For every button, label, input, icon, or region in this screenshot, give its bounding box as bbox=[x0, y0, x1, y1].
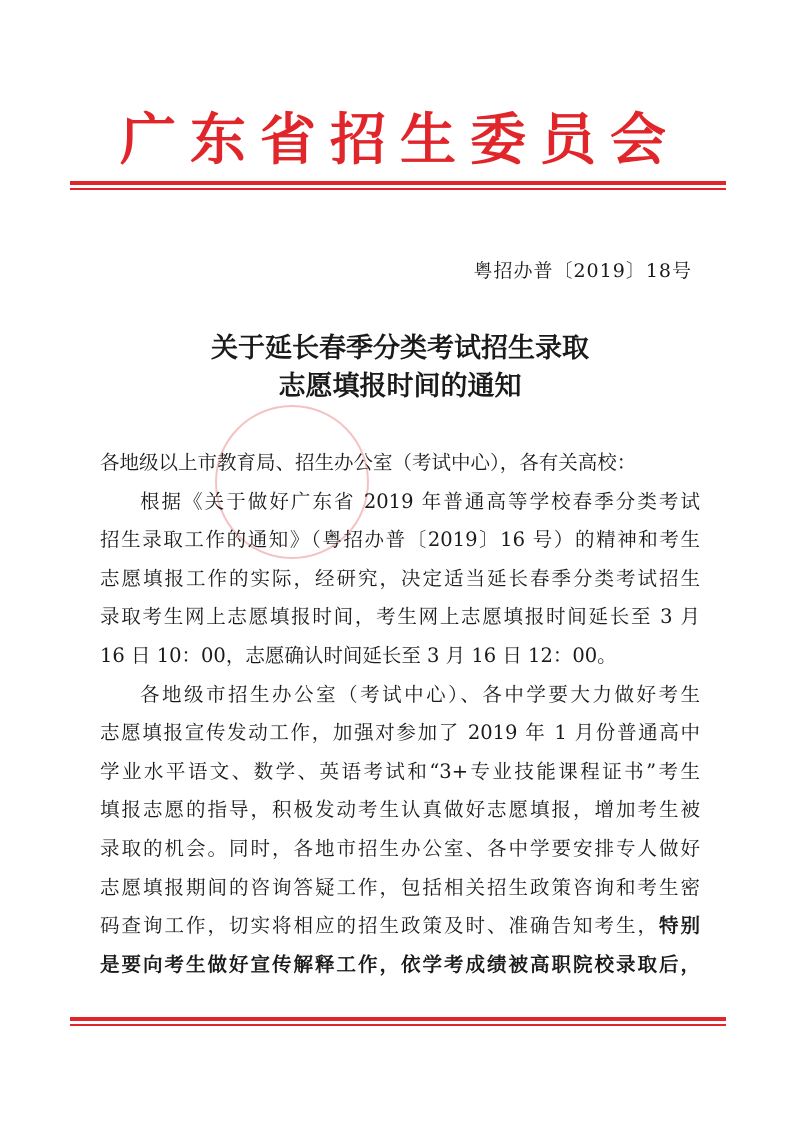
body-line: 招生录取工作的通知》（粤招办普〔2019〕16 号）的精神和考生 bbox=[100, 528, 700, 552]
body-line: 志愿填报工作的实际，经研究，决定适当延长春季分类考试招生 bbox=[100, 566, 700, 590]
document-title bbox=[100, 330, 700, 406]
body-line: 16 日 10：00，志愿确认时间延长至 3 月 16 日 12：00。 bbox=[100, 643, 617, 667]
body-line bbox=[100, 907, 700, 946]
body-line: 志愿填报宣传发动工作，加强对参加了 2019 年 1 月份普通高中 bbox=[100, 721, 700, 745]
body-line: 各地级市招生办公室（考试中心）、各中学要大力做好考生 bbox=[140, 682, 700, 706]
body-line: 学业水平语文、数学、英语考试和“3+专业技能课程证书”考生 bbox=[100, 759, 700, 783]
title-line: 关于延长春季分类考试招生录取 bbox=[211, 333, 589, 364]
document-body bbox=[100, 444, 700, 984]
footer-divider bbox=[70, 1017, 726, 1026]
body-line: 填报志愿的指导，积极发动考生认真做好志愿填报，增加考生被 bbox=[100, 798, 700, 822]
emphasized-text: 特别 bbox=[658, 914, 700, 938]
emphasized-line: 是要向考生做好宣传解释工作，依学考成绩被高职院校录取后， bbox=[100, 952, 700, 976]
body-line: 志愿填报期间的咨询答疑工作，包括相关招生政策咨询和考生密 bbox=[100, 875, 700, 899]
body-line: 录取的机会。同时，各地市招生办公室、各中学要安排专人做好 bbox=[100, 836, 700, 860]
body-text: 码查询工作，切实将相应的招生政策及时、准确告知考生， bbox=[100, 914, 659, 938]
body-line: 根据《关于做好广东省 2019 年普通高等学校春季分类考试 bbox=[140, 489, 700, 513]
header-divider bbox=[70, 181, 726, 190]
salutation: 各地级以上市教育局、招生办公室（考试中心），各有关高校： bbox=[100, 451, 637, 474]
document-number: 粤招办普〔2019〕18号 bbox=[473, 260, 692, 282]
body-line: 录取考生网上志愿填报时间，考生网上志愿填报时间延长至 3 月 bbox=[100, 605, 700, 629]
issuing-organization: 广东省招生委员会 bbox=[120, 107, 680, 173]
title-line: 志愿填报时间的通知 bbox=[278, 371, 522, 402]
